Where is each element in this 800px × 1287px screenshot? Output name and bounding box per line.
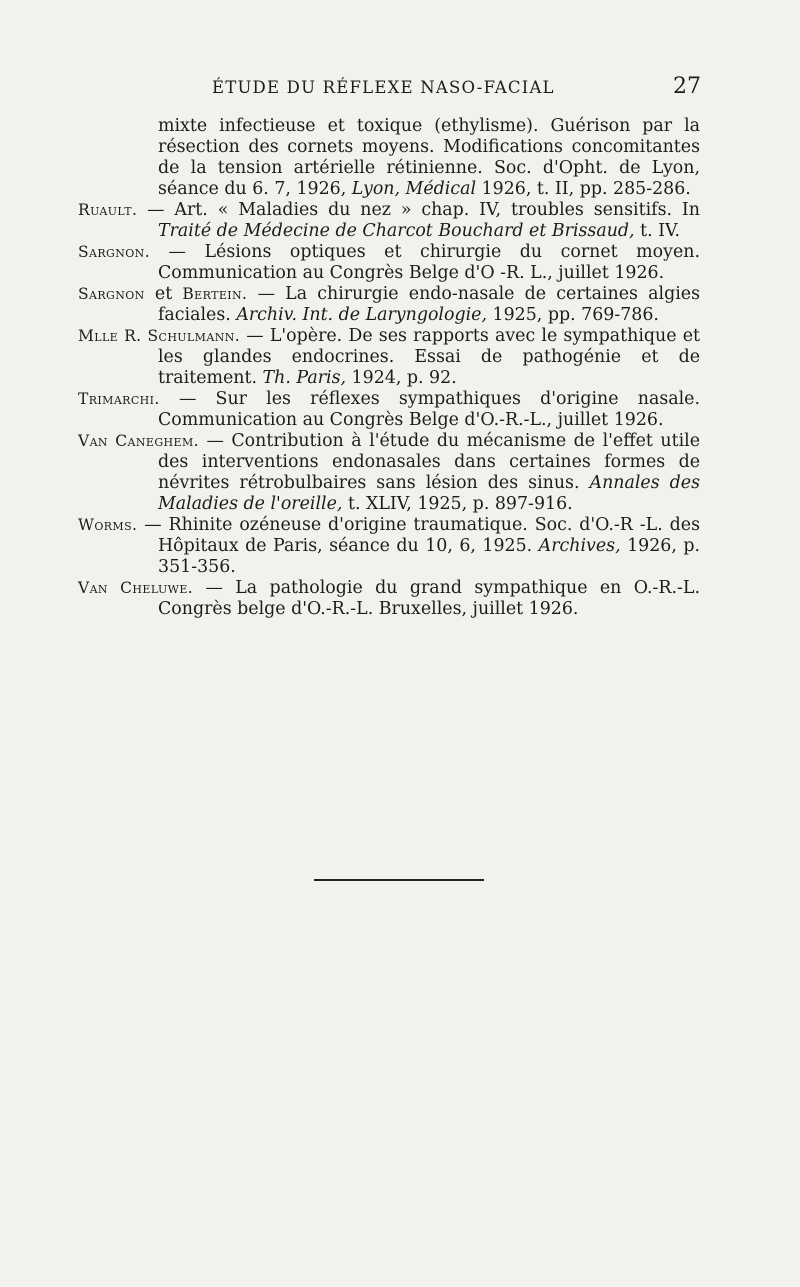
running-title: ÉTUDE DU RÉFLEXE NASO-FACIAL <box>212 78 555 97</box>
bib-author: Van Caneghem. <box>78 432 199 450</box>
bib-entry <box>78 431 700 515</box>
bib-entry <box>78 116 700 200</box>
bib-text: — La chirurgie endo-nasale de certaines algies faciales. <box>158 284 701 325</box>
bib-entry <box>78 242 700 284</box>
bib-text: — L'opère. De ses rapports avec le sympathique et les glandes endocrines. Essai de pathogénie et de traitement. <box>158 326 701 388</box>
bib-entry <box>78 284 700 326</box>
bib-author: Mlle R. Schulmann. <box>78 327 241 345</box>
bib-text: 1926, p. 351-356. <box>158 536 700 577</box>
bib-title-italic: Traité de Médecine de Charcot Bouchard et Brissaud, <box>158 221 635 241</box>
bib-author: Ruault. <box>78 201 138 219</box>
bib-title-italic: Archives, <box>538 536 621 556</box>
bib-text: t. XLIV, 1925, p. 897-916. <box>342 494 573 514</box>
bib-entry <box>78 389 700 431</box>
bib-entry <box>78 326 700 389</box>
bib-author: Van Cheluwe. <box>78 579 194 597</box>
bib-text: — Rhinite ozéneuse d'origine traumatique. Soc. d'O.-R -L. des Hôpitaux de Paris, séance du 10, 6, 1925. <box>137 515 700 556</box>
bib-text: — Art. « Maladies du nez » chap. IV, troubles sensitifs. In <box>137 200 700 220</box>
bib-text: 1925, pp. 769-786. <box>486 305 659 325</box>
bib-author: Worms. <box>78 516 138 534</box>
bib-text: — Lésions optiques et chirurgie du cornet moyen. Communication au Congrès Belge d'O -R. L., juillet 1926. <box>150 242 700 283</box>
bib-title-italic: Annales des Maladies de l'oreille, <box>158 473 701 514</box>
bib-text: mixte infectieuse et toxique (ethylisme). Guérison par la résection des cornets moyens. Modifications concomitantes de la tension artérielle rétinienne. Soc. d'Opht. de Lyon, séance du 6. 7, 1926, <box>158 116 700 199</box>
bib-entry <box>78 200 700 242</box>
bibliography-list <box>78 116 700 620</box>
bib-author: Sargnon <box>78 285 145 303</box>
end-rule <box>314 879 484 881</box>
page-number: 27 <box>673 74 701 99</box>
bib-text: et <box>144 284 183 304</box>
bib-entry <box>78 515 700 578</box>
bib-text: 1926, t. II, pp. 285-286. <box>476 179 691 199</box>
bib-text: Bertein. <box>182 285 248 303</box>
bib-title-italic: Lyon, Médical <box>351 179 477 199</box>
bib-author: Sargnon. <box>78 243 151 261</box>
bib-title-italic: Th. Paris, <box>262 368 347 388</box>
bib-text: t. IV. <box>634 221 681 241</box>
bib-entry <box>78 578 700 620</box>
bib-author: Trimarchi. <box>78 390 160 408</box>
bib-text: — La pathologie du grand sympathique en O.-R.-L. Congrès belge d'O.-R.-L. Bruxelles, juillet 1926. <box>158 578 700 619</box>
bib-text: — Sur les réflexes sympathiques d'origine nasale. Communication au Congrès Belge d'O.-R.-L., juillet 1926. <box>158 389 700 430</box>
bib-text: 1924, p. 92. <box>346 368 457 388</box>
bib-title-italic: Archiv. Int. de Laryngologie, <box>236 305 487 325</box>
bib-text: — Contribution à l'étude du mécanisme de l'effet utile des interventions endonasales dans certaines formes de névrites rétrobulbaires sans lésion des sinus. <box>158 431 700 493</box>
